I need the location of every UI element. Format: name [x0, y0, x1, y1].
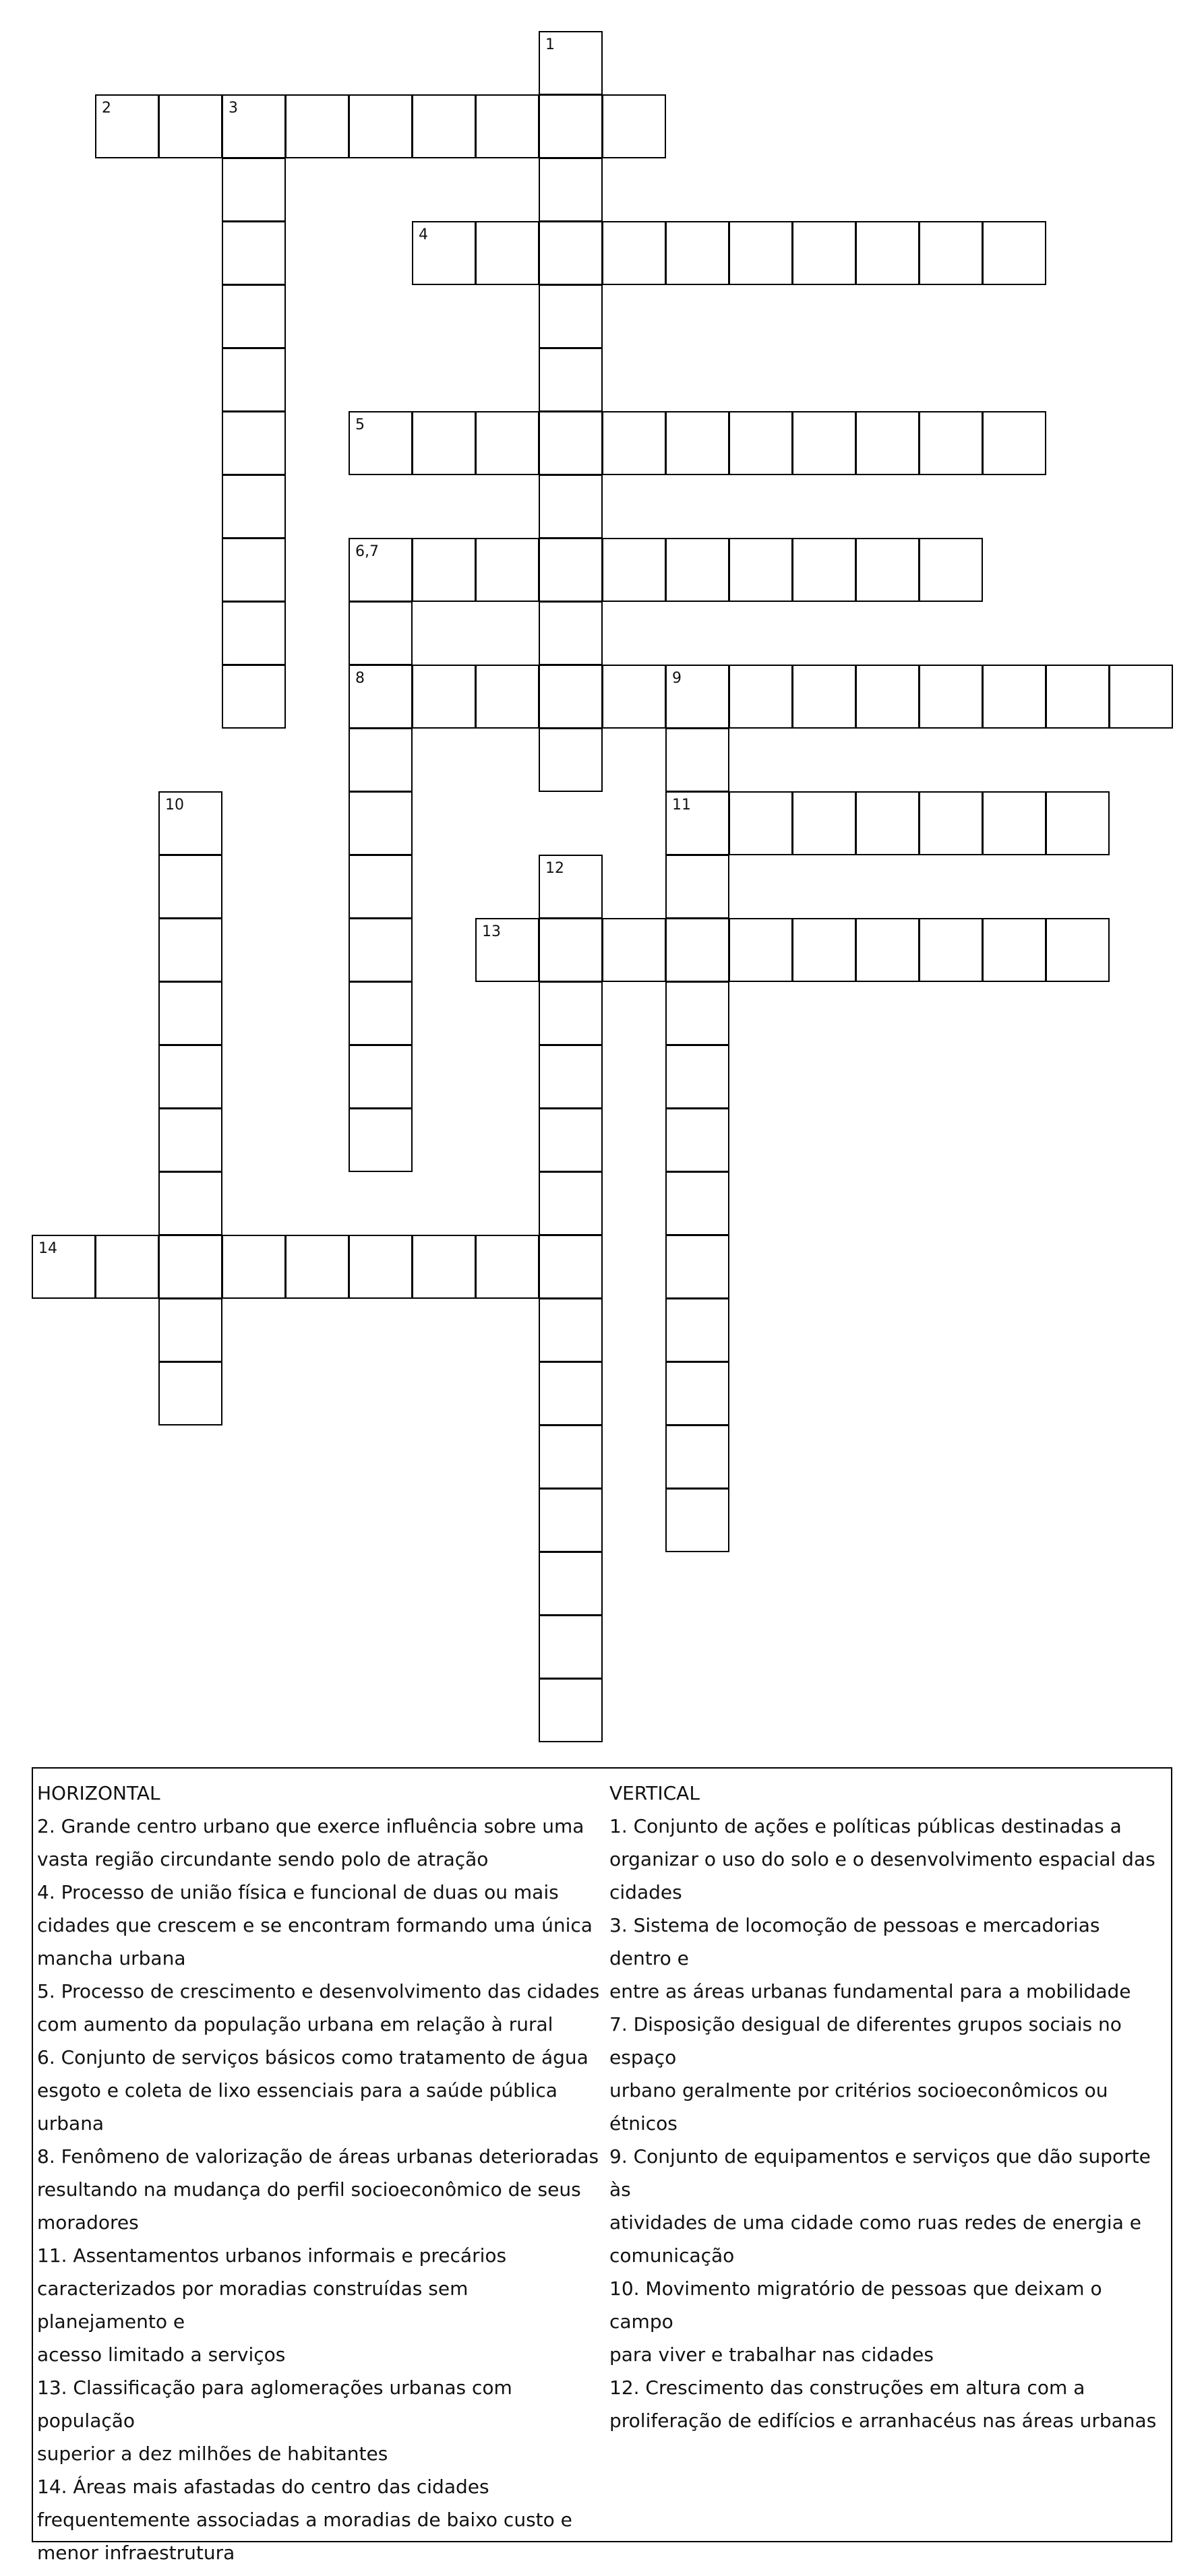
crossword-cell[interactable] [982, 918, 1046, 982]
crossword-cell[interactable] [665, 1298, 729, 1362]
clue-line: caracterizados por moradias construídas sem planejamento e [37, 2277, 469, 2333]
clue-line: atividades de uma cidade como ruas redes de energia e [609, 2211, 1141, 2234]
clue-line: 6. Conjunto de serviços básicos como tratamento de água [37, 2046, 589, 2068]
crossword-cell[interactable] [222, 348, 286, 412]
crossword-cell[interactable] [475, 538, 539, 602]
crossword-cell[interactable] [539, 855, 603, 919]
crossword-cell[interactable] [792, 665, 856, 729]
vertical-heading: VERTICAL [609, 1782, 700, 1804]
crossword-cell[interactable] [665, 918, 729, 982]
crossword-cell[interactable] [602, 94, 666, 158]
crossword-cell[interactable] [285, 1235, 349, 1299]
crossword-cell[interactable] [349, 855, 413, 919]
crossword-cell[interactable] [602, 411, 666, 475]
horizontal-clues [37, 1777, 602, 2569]
crossword-cell[interactable] [285, 94, 349, 158]
clue-line: cidades que crescem e se encontram formando uma única [37, 1914, 593, 1936]
crossword-cell[interactable] [982, 791, 1046, 855]
crossword-cell[interactable] [158, 1045, 222, 1109]
crossword-cell[interactable] [982, 411, 1046, 475]
crossword-cell[interactable] [855, 918, 920, 982]
crossword-cell[interactable] [792, 538, 856, 602]
clue-line: frequentemente associadas a moradias de baixo custo e [37, 2509, 572, 2531]
clue-line: 9. Conjunto de equipamentos e serviços que dão suporte às [609, 2145, 1151, 2201]
crossword-cell[interactable] [158, 855, 222, 919]
crossword-cell[interactable] [665, 538, 729, 602]
crossword-cell[interactable] [729, 918, 793, 982]
crossword-cell[interactable] [539, 918, 603, 982]
crossword-cell[interactable] [222, 538, 286, 602]
crossword-cell[interactable] [222, 474, 286, 539]
crossword-cell[interactable] [919, 538, 983, 602]
crossword-cell[interactable] [665, 1488, 729, 1552]
crossword-cell[interactable] [95, 1235, 159, 1299]
clue-line: moradores [37, 2211, 139, 2234]
clue-number: 6,7 [355, 543, 379, 560]
crossword-cell[interactable] [539, 1678, 603, 1742]
crossword-cell[interactable] [222, 158, 286, 222]
crossword-cell[interactable] [665, 1045, 729, 1109]
crossword-cell[interactable] [475, 94, 539, 158]
crossword-cell[interactable] [475, 1235, 539, 1299]
clue-line: 14. Áreas mais afastadas do centro das cidades [37, 2476, 489, 2498]
crossword-cell[interactable] [665, 1235, 729, 1299]
crossword-cell[interactable] [539, 1235, 603, 1299]
crossword-cell[interactable] [158, 94, 222, 158]
crossword-cell[interactable] [539, 728, 603, 792]
crossword-cell[interactable] [349, 1108, 413, 1172]
crossword-cell[interactable] [412, 538, 476, 602]
crossword-cell[interactable] [665, 728, 729, 792]
crossword-cell[interactable] [539, 665, 603, 729]
crossword-cell[interactable] [1109, 665, 1173, 729]
crossword-cell[interactable] [222, 1235, 286, 1299]
crossword-cell[interactable] [1046, 665, 1110, 729]
crossword-cell[interactable] [222, 94, 286, 158]
clue-number: 4 [419, 226, 428, 243]
clue-number: 3 [229, 100, 238, 117]
crossword-cell[interactable] [412, 94, 476, 158]
crossword-cell[interactable] [665, 411, 729, 475]
crossword-cell[interactable] [222, 411, 286, 475]
crossword-cell[interactable] [729, 665, 793, 729]
vertical-clues [609, 1777, 1166, 2437]
crossword-cell[interactable] [222, 665, 286, 729]
crossword-cell[interactable] [539, 981, 603, 1045]
crossword-cell[interactable] [349, 94, 413, 158]
crossword-cell[interactable] [539, 1615, 603, 1679]
crossword-cell[interactable] [475, 411, 539, 475]
crossword-cell[interactable] [1046, 791, 1110, 855]
crossword-cell[interactable] [602, 538, 666, 602]
crossword-cell[interactable] [792, 791, 856, 855]
clue-line: 1. Conjunto de ações e políticas públicas destinadas a [609, 1815, 1122, 1837]
crossword-cell[interactable] [349, 791, 413, 855]
vertical-clue-list [609, 1810, 1166, 2437]
crossword-cell[interactable] [349, 728, 413, 792]
clue-line: menor infraestrutura [37, 2542, 235, 2564]
crossword-cell[interactable] [539, 601, 603, 665]
crossword-cell[interactable] [95, 94, 159, 158]
clue-line: com aumento da população urbana em relação à rural [37, 2013, 553, 2035]
clue-line: 13. Classificação para aglomerações urbanas com população [37, 2376, 512, 2432]
clue-number: 5 [355, 417, 365, 433]
crossword-cell[interactable] [475, 221, 539, 285]
crossword-cell[interactable] [919, 411, 983, 475]
horizontal-clue-list [37, 1810, 602, 2569]
crossword-cell[interactable] [792, 918, 856, 982]
crossword-cell[interactable] [602, 665, 666, 729]
clues-box [32, 1767, 1172, 2564]
clue-line: resultando na mudança do perfil socioeconômico de seus [37, 2178, 581, 2201]
clue-line: esgoto e coleta de lixo essenciais para a saúde pública [37, 2079, 558, 2102]
clue-line: 7. Disposição desigual de diferentes grupos sociais no espaço [609, 2013, 1122, 2068]
crossword-cell[interactable] [602, 221, 666, 285]
crossword-cell[interactable] [412, 221, 476, 285]
crossword-cell[interactable] [349, 665, 413, 729]
crossword-cell[interactable] [158, 1298, 222, 1362]
crossword-cell[interactable] [855, 538, 920, 602]
clue-line: urbana [37, 2112, 104, 2135]
clue-number: 8 [355, 670, 365, 687]
crossword-cell[interactable] [665, 855, 729, 919]
crossword-cell[interactable] [919, 665, 983, 729]
clue-line: para viver e trabalhar nas cidades [609, 2343, 934, 2366]
clue-number: 12 [545, 860, 564, 877]
crossword-cell[interactable] [539, 1552, 603, 1616]
crossword-cell[interactable] [729, 538, 793, 602]
clue-line: 8. Fenômeno de valorização de áreas urbanas deterioradas [37, 2145, 599, 2168]
crossword-cell[interactable] [349, 1045, 413, 1109]
crossword-cell[interactable] [539, 411, 603, 475]
crossword-cell[interactable] [855, 665, 920, 729]
crossword-cell[interactable] [539, 1488, 603, 1552]
crossword-cell[interactable] [539, 158, 603, 222]
crossword-cell[interactable] [475, 665, 539, 729]
crossword-cell[interactable] [349, 1235, 413, 1299]
crossword-cell[interactable] [222, 284, 286, 348]
clue-number: 1 [545, 36, 555, 53]
crossword-cell[interactable] [539, 94, 603, 158]
crossword-cell[interactable] [349, 601, 413, 665]
crossword-cell[interactable] [665, 1425, 729, 1489]
crossword-cell[interactable] [349, 411, 413, 475]
crossword-cell[interactable] [539, 1298, 603, 1362]
crossword-cell[interactable] [729, 221, 793, 285]
crossword-cell[interactable] [539, 538, 603, 602]
crossword-cell[interactable] [222, 601, 286, 665]
crossword-cell[interactable] [1046, 918, 1110, 982]
crossword-cell[interactable] [539, 1361, 603, 1425]
clue-line: 2. Grande centro urbano que exerce influência sobre uma [37, 1815, 584, 1837]
clue-line: cidades [609, 1881, 682, 1903]
crossword-cell[interactable] [539, 474, 603, 539]
clue-line: mancha urbana [37, 1947, 186, 1969]
crossword-cell[interactable] [158, 981, 222, 1045]
horizontal-heading: HORIZONTAL [37, 1782, 160, 1804]
crossword-cell[interactable] [982, 221, 1046, 285]
crossword-cell[interactable] [919, 791, 983, 855]
crossword-cell[interactable] [349, 538, 413, 602]
clue-number: 2 [102, 100, 111, 117]
crossword-cell[interactable] [539, 1108, 603, 1172]
crossword-cell[interactable] [602, 918, 666, 982]
crossword-cell[interactable] [729, 791, 793, 855]
clue-number: 10 [165, 797, 184, 814]
crossword-cell[interactable] [665, 791, 729, 855]
crossword-cell[interactable] [158, 791, 222, 855]
clue-number: 14 [38, 1240, 57, 1257]
crossword-cell[interactable] [349, 981, 413, 1045]
crossword-cell[interactable] [665, 981, 729, 1045]
crossword-cell[interactable] [412, 1235, 476, 1299]
crossword-cell[interactable] [729, 411, 793, 475]
crossword-cell[interactable] [665, 1361, 729, 1425]
clue-number: 13 [482, 923, 501, 940]
clue-line: 10. Movimento migratório de pessoas que deixam o campo [609, 2277, 1102, 2333]
crossword-cell[interactable] [855, 411, 920, 475]
clue-line: comunicação [609, 2244, 735, 2267]
clue-line: superior a dez milhões de habitantes [37, 2443, 388, 2465]
clue-line: 5. Processo de crescimento e desenvolvimento das cidades [37, 1980, 600, 2002]
crossword-cell[interactable] [855, 221, 920, 285]
crossword-cell[interactable] [539, 284, 603, 348]
crossword-cell[interactable] [919, 918, 983, 982]
clue-line: vasta região circundante sendo polo de atração [37, 1848, 489, 1870]
crossword-cell[interactable] [158, 1171, 222, 1235]
crossword-cell[interactable] [539, 1171, 603, 1235]
clue-line: acesso limitado a serviços [37, 2343, 286, 2366]
crossword-cell[interactable] [158, 1235, 222, 1299]
crossword-cell[interactable] [158, 1361, 222, 1425]
crossword-cell[interactable] [855, 791, 920, 855]
crossword-cell[interactable] [539, 221, 603, 285]
crossword-cell[interactable] [475, 918, 539, 982]
clue-number: 9 [672, 670, 682, 687]
clue-line: 3. Sistema de locomoção de pessoas e mercadorias dentro e [609, 1914, 1100, 1969]
crossword-cell[interactable] [539, 348, 603, 412]
crossword-cell[interactable] [665, 221, 729, 285]
crossword-cell[interactable] [349, 918, 413, 982]
crossword-cell[interactable] [539, 1425, 603, 1489]
crossword-cell[interactable] [412, 411, 476, 475]
clue-line: proliferação de edifícios e arranhacéus nas áreas urbanas [609, 2410, 1157, 2432]
crossword-cell[interactable] [665, 665, 729, 729]
clue-line: urbano geralmente por critérios socioeconômicos ou étnicos [609, 2079, 1108, 2135]
clue-line: organizar o uso do solo e o desenvolvimento espacial das [609, 1848, 1155, 1870]
clue-number: 11 [672, 797, 691, 814]
clue-line: 11. Assentamentos urbanos informais e precários [37, 2244, 507, 2267]
crossword-cell[interactable] [982, 665, 1046, 729]
crossword-cell[interactable] [665, 1108, 729, 1172]
crossword-cell[interactable] [158, 1108, 222, 1172]
crossword-cell[interactable] [412, 665, 476, 729]
crossword-cell[interactable] [665, 1171, 729, 1235]
clue-line: 12. Crescimento das construções em altura com a [609, 2376, 1085, 2399]
crossword-cell[interactable] [539, 31, 603, 95]
crossword-cell[interactable] [32, 1235, 96, 1299]
crossword-cell[interactable] [792, 411, 856, 475]
crossword-cell[interactable] [222, 221, 286, 285]
clue-line: 4. Processo de união física e funcional de duas ou mais [37, 1881, 559, 1903]
crossword-cell[interactable] [919, 221, 983, 285]
crossword-cell[interactable] [539, 1045, 603, 1109]
clue-line: entre as áreas urbanas fundamental para a mobilidade [609, 1980, 1131, 2002]
crossword-cell[interactable] [158, 918, 222, 982]
crossword-cell[interactable] [792, 221, 856, 285]
